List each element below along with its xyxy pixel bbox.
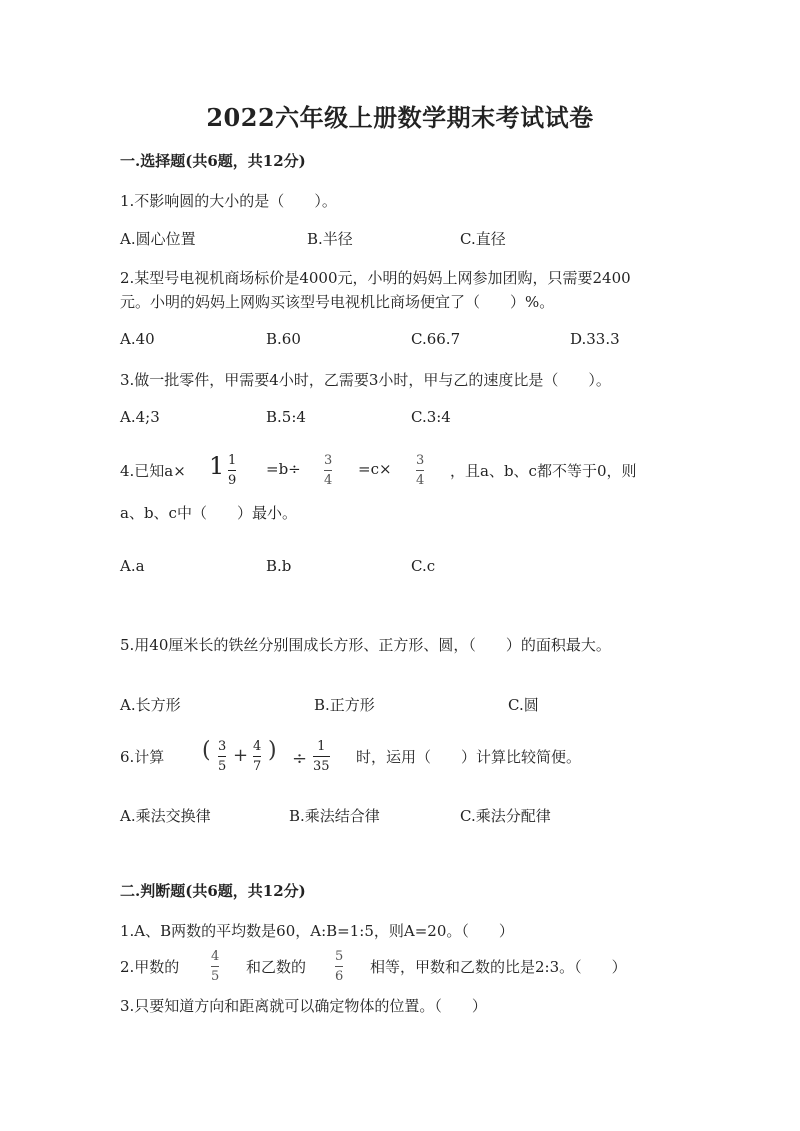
j2-fraction-1-numerator: 4 [211, 949, 220, 964]
q6-option-c: C.乘法分配律 [460, 807, 551, 825]
q2-option-c: C.66.7 [411, 330, 461, 348]
q4-fraction-3-numerator: 3 [416, 453, 425, 468]
question-4-prefix: 4.已知a× [120, 462, 186, 480]
page-title: 2022六年级上册数学期末考试试卷 [206, 103, 594, 132]
q6-fraction-3-denominator: 35 [313, 759, 330, 774]
q4-fraction-3-denominator: 4 [416, 473, 425, 488]
question-1-text: 1.不影响圆的大小的是（ ）。 [120, 192, 337, 210]
question-4-line-2: a、b、c中（ ）最小。 [120, 504, 297, 522]
q3-option-c: C.3:4 [411, 408, 451, 426]
q6-suffix: 时，运用（ ）计算比较简便。 [356, 748, 582, 766]
q3-option-b: B.5:4 [266, 408, 306, 426]
q5-option-a: A.长方形 [120, 696, 181, 714]
question-2-line-1: 2.某型号电视机商场标价是4000元，小明的妈妈上网参加团购，只需要2400 [120, 269, 631, 287]
q6-fraction-2-denominator: 7 [253, 759, 262, 774]
question-3-text: 3.做一批零件，甲需要4小时，乙需要3小时，甲与乙的速度比是（ ）。 [120, 371, 611, 389]
q6-fraction-1-denominator: 5 [218, 759, 227, 774]
q4-equals-c: =c× [358, 460, 392, 478]
j2-fraction-2-denominator: 6 [335, 969, 344, 984]
q6-fraction-2 [253, 739, 261, 774]
q5-option-b: B.正方形 [314, 696, 375, 714]
fraction-bar [335, 966, 343, 967]
q4-mixed-numerator: 1 [228, 453, 237, 468]
judgment-2-middle: 和乙数的 [246, 958, 307, 976]
fraction-bar [218, 756, 226, 757]
q4-mixed-denominator: 9 [228, 473, 237, 488]
fraction-bar [253, 756, 261, 757]
q2-option-b: B.60 [266, 330, 301, 348]
j2-fraction-1 [211, 949, 219, 984]
q3-option-a: A.4;3 [120, 408, 160, 426]
q1-option-c: C.直径 [460, 230, 506, 248]
question-6-prefix: 6.计算 [120, 748, 165, 766]
q4-option-b: B.b [266, 557, 292, 575]
q4-mixed-whole: 1 [209, 452, 225, 480]
q1-option-a: A.圆心位置 [120, 230, 196, 248]
fraction-bar [228, 470, 236, 471]
q6-option-a: A.乘法交换律 [120, 807, 211, 825]
q4-suffix: ，且a、b、c都不等于0，则 [450, 462, 637, 480]
fraction-bar [324, 470, 332, 471]
j2-fraction-2 [335, 949, 343, 984]
q2-option-d: D.33.3 [570, 330, 620, 348]
q5-option-c: C.圆 [508, 696, 539, 714]
q4-fraction-3 [416, 453, 424, 488]
fraction-bar [313, 756, 330, 757]
judgment-2-suffix: 相等，甲数和乙数的比是2:3。（ ） [370, 958, 627, 976]
q4-option-c: C.c [411, 557, 436, 575]
section-header-judgment: 二.判断题(共6题，共12分) [120, 882, 306, 900]
q6-fraction-3-numerator: 1 [317, 739, 326, 754]
judgment-3-text: 3.只要知道方向和距离就可以确定物体的位置。（ ） [120, 997, 487, 1015]
section-header-choice: 一.选择题(共6题，共12分) [120, 152, 306, 170]
q6-fraction-1 [218, 739, 226, 774]
j2-fraction-2-numerator: 5 [335, 949, 344, 964]
q4-fraction-2-numerator: 3 [324, 453, 333, 468]
q4-fraction-2-denominator: 4 [324, 473, 333, 488]
fraction-bar [211, 966, 219, 967]
j2-fraction-1-denominator: 5 [211, 969, 220, 984]
q1-option-b: B.半径 [307, 230, 353, 248]
q4-equals-b: =b÷ [266, 460, 301, 478]
question-2-line-2: 元。小明的妈妈上网购买该型号电视机比商场便宜了（ ）%。 [120, 293, 555, 311]
q4-fraction-2 [324, 453, 332, 488]
q6-fraction-2-numerator: 4 [253, 739, 262, 754]
q6-divide: ÷ [292, 748, 308, 769]
judgment-2-prefix: 2.甲数的 [120, 958, 180, 976]
q6-fraction-3 [313, 739, 330, 774]
question-5-text: 5.用40厘米长的铁丝分别围成长方形、正方形、圆，（ ）的面积最大。 [120, 636, 611, 654]
q4-option-a: A.a [120, 557, 145, 575]
judgment-1-text: 1.A、B两数的平均数是60，A:B=1:5，则A=20。（ ） [120, 922, 514, 940]
q6-plus: + [233, 745, 249, 766]
q4-mixed-fraction [228, 453, 236, 488]
q6-option-b: B.乘法结合律 [289, 807, 380, 825]
q6-fraction-1-numerator: 3 [218, 739, 227, 754]
q6-right-paren: ) [268, 738, 277, 763]
q6-left-paren: ( [202, 738, 211, 763]
fraction-bar [416, 470, 424, 471]
q2-option-a: A.40 [120, 330, 155, 348]
